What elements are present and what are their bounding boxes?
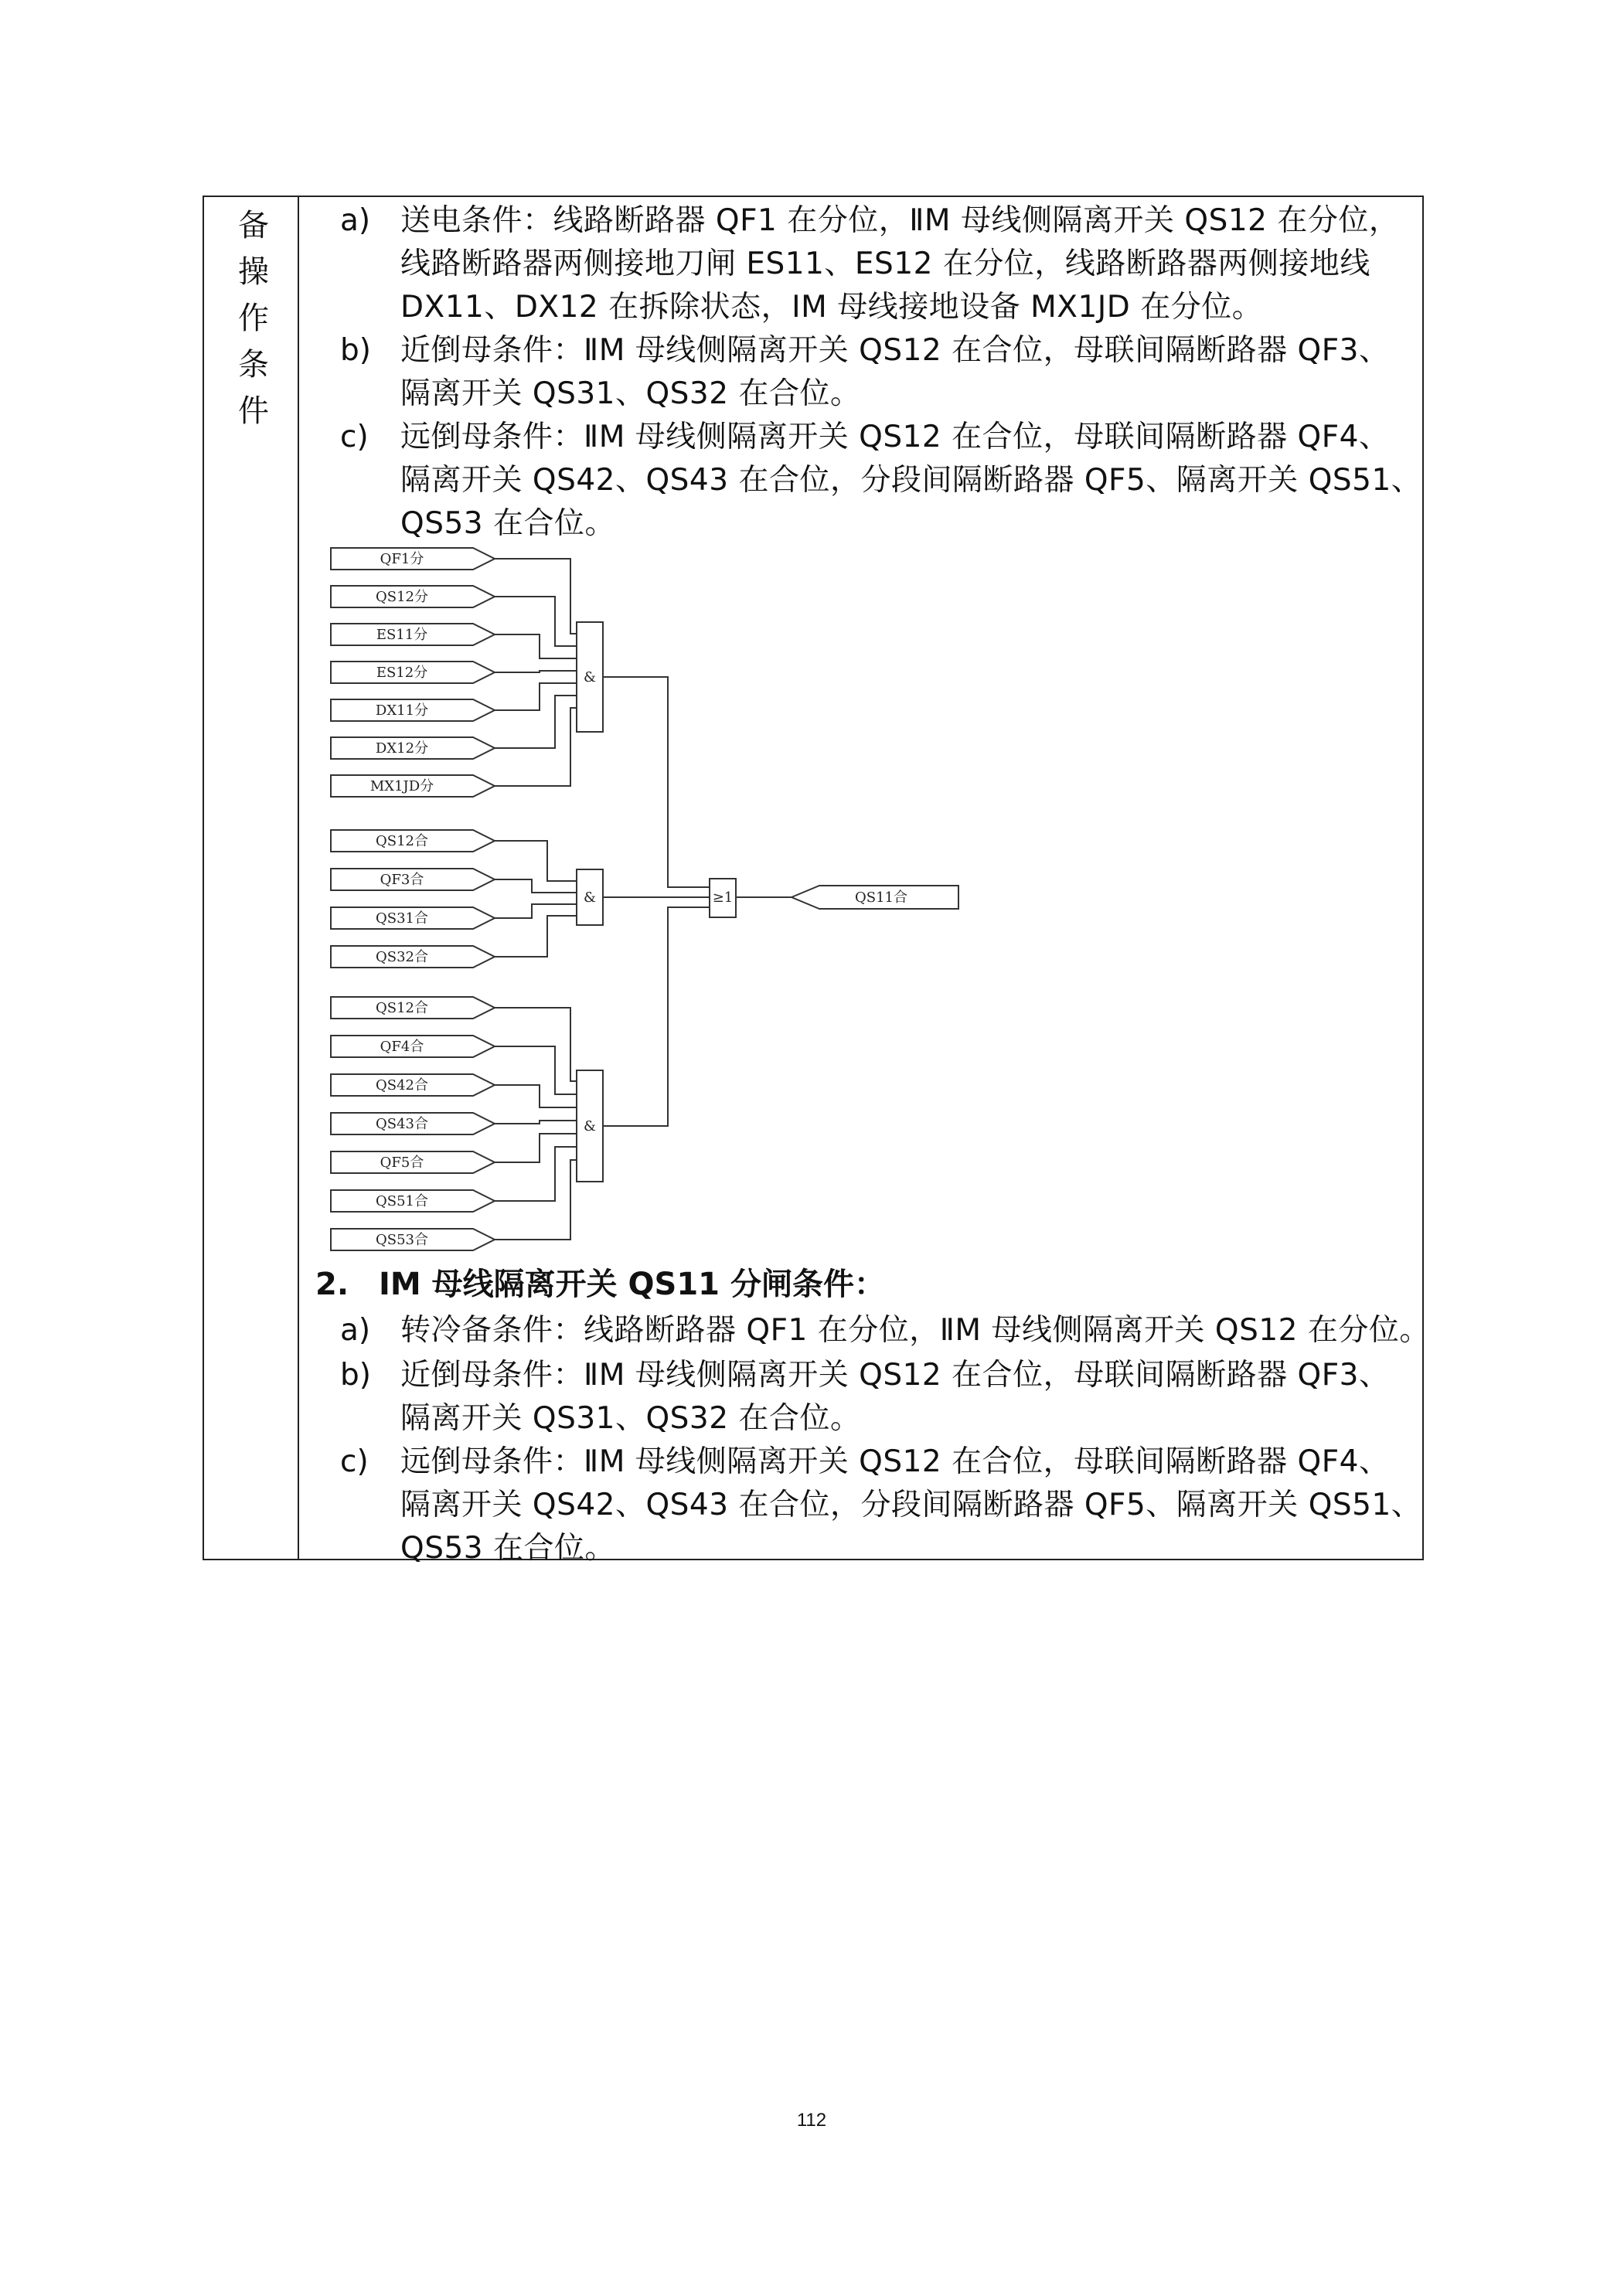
input-label: QS31合: [376, 910, 428, 927]
side-label-char: 操: [238, 254, 269, 290]
input-label: ES12分: [376, 665, 428, 681]
output-label: QS11合: [855, 889, 907, 906]
and-gate-symbol: &: [583, 669, 597, 685]
text-line: QS53 在合位。: [400, 506, 615, 541]
or-gate-symbol: ≥1: [712, 889, 734, 906]
input-label: QF3合: [380, 872, 424, 888]
item-marker: c): [340, 420, 369, 454]
text-line: 远倒母条件：ⅡM 母线侧隔离开关 QS12 在合位，母联间隔断路器 QF4、: [400, 420, 1390, 454]
text-line: 转冷备条件：线路断路器 QF1 在分位，ⅡM 母线侧隔离开关 QS12 在分位。: [400, 1313, 1430, 1348]
text-line: 隔离开关 QS31、QS32 在合位。: [400, 1401, 861, 1436]
and-gate-symbol: &: [583, 889, 597, 906]
item-marker: a): [340, 1313, 371, 1348]
input-label: DX11分: [375, 702, 429, 719]
text-line: 隔离开关 QS42、QS43 在合位，分段间隔断路器 QF5、隔离开关 QS51、: [400, 1488, 1422, 1522]
page-number: 112: [796, 2110, 827, 2131]
input-label: QS42合: [376, 1077, 428, 1094]
text-line: 线路断路器两侧接地刀闸 ES11、ES12 在分位，线路断路器两侧接地线: [400, 247, 1370, 281]
text-line: 近倒母条件：ⅡM 母线侧隔离开关 QS12 在合位，母联间隔断路器 QF3、: [400, 333, 1390, 368]
section-title: ⅠM 母线隔离开关 QS11 分闸条件：: [379, 1267, 885, 1302]
input-label: ES11分: [376, 627, 428, 643]
input-label: MX1JD分: [369, 778, 434, 794]
input-label: QS12分: [376, 589, 428, 605]
item-marker: b): [340, 1358, 371, 1393]
text-line: 送电条件：线路断路器 QF1 在分位，ⅡM 母线侧隔离开关 QS12 在分位，: [400, 203, 1400, 238]
and-gate-symbol: &: [583, 1118, 597, 1134]
text-line: 近倒母条件：ⅡM 母线侧隔离开关 QS12 在合位，母联间隔断路器 QF3、: [400, 1358, 1390, 1393]
item-marker: b): [340, 333, 371, 368]
input-label: QS12合: [376, 1000, 428, 1016]
side-label-char: 备: [238, 208, 269, 243]
input-label: QF1分: [380, 551, 424, 567]
side-label-char: 条: [238, 347, 269, 383]
text-line: 隔离开关 QS42、QS43 在合位，分段间隔断路器 QF5、隔离开关 QS51、: [400, 463, 1422, 498]
input-label: QS43合: [376, 1116, 428, 1132]
input-label: QS32合: [376, 949, 428, 965]
item-marker: c): [340, 1444, 369, 1479]
input-label: QS12合: [376, 833, 428, 849]
text-line: DX11、DX12 在拆除状态，ⅠM 母线接地设备 MX1JD 在分位。: [400, 290, 1263, 325]
input-label: QS51合: [376, 1193, 428, 1209]
item-marker: a): [340, 203, 371, 238]
side-label-char: 件: [238, 393, 269, 429]
text-line: 远倒母条件：ⅡM 母线侧隔离开关 QS12 在合位，母联间隔断路器 QF4、: [400, 1444, 1390, 1479]
section-number: 2.: [315, 1267, 349, 1302]
text-line: QS53 在合位。: [400, 1531, 615, 1566]
input-label: QS53合: [376, 1232, 428, 1248]
input-label: DX12分: [375, 740, 429, 757]
side-label-char: 作: [238, 301, 269, 336]
input-label: QF4合: [380, 1039, 424, 1055]
text-line: 隔离开关 QS31、QS32 在合位。: [400, 376, 861, 411]
input-label: QF5合: [380, 1155, 424, 1171]
